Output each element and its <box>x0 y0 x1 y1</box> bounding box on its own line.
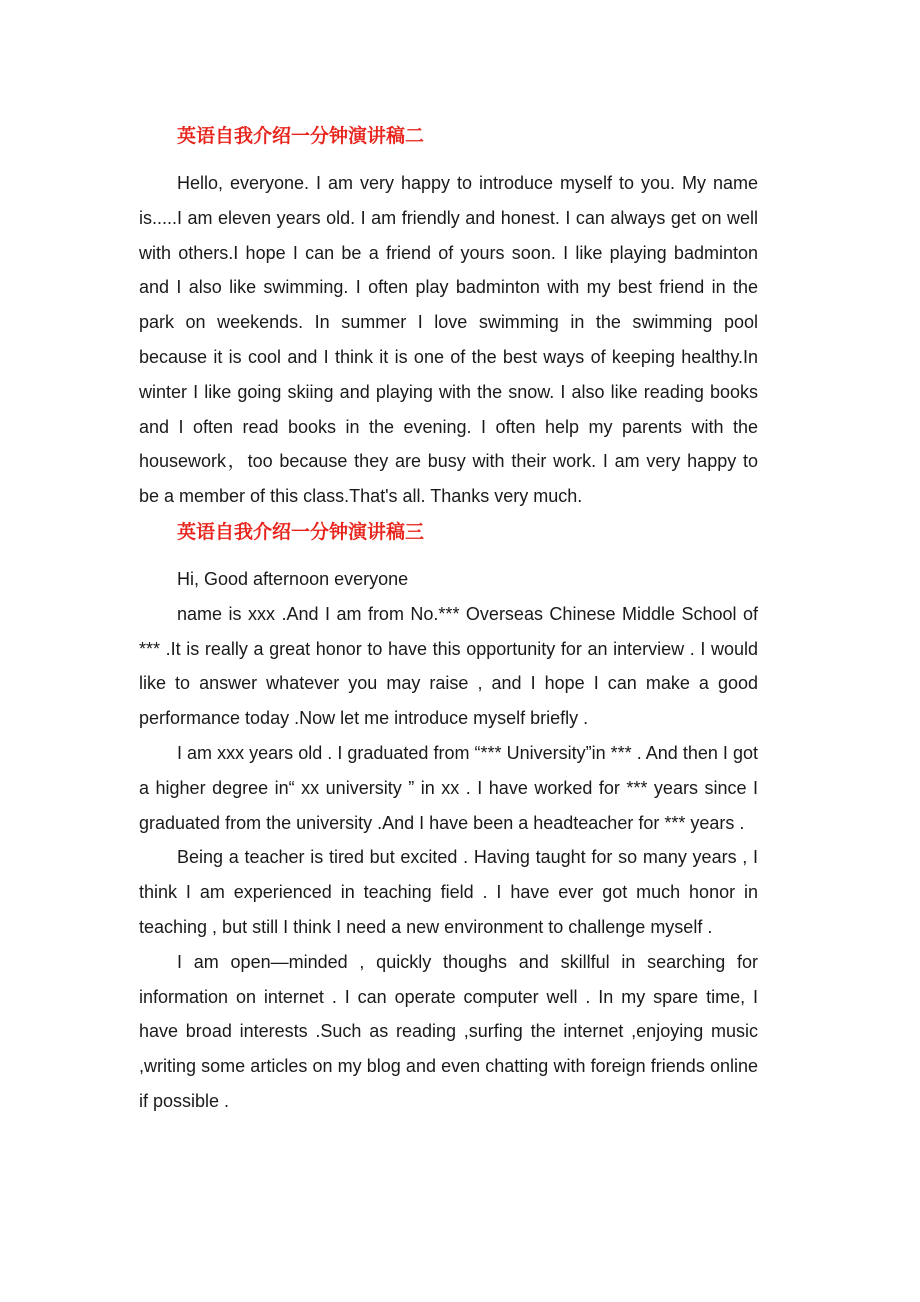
body-paragraph: I am open—minded , quickly thoughs and skillful in searching for information on internet . I can operate computer well . In my spare time, I have broad interests .Such as reading ,surfing the internet ,enjoying music ,writing some articles on my blog and even chatting with foreign friends online if possible . <box>139 951 758 1111</box>
section-heading: 英语自我介绍一分钟演讲稿二 <box>177 125 425 147</box>
body-paragraph: Hi, Good afternoon everyone <box>177 568 409 589</box>
section-speech-three <box>139 514 758 1119</box>
section-heading: 英语自我介绍一分钟演讲稿三 <box>177 520 425 543</box>
body-paragraph: name is xxx .And I am from No.*** Overseas Chinese Middle School of *** .It is really a great honor to have this opportunity for an interview . I would like to answer whatever you may raise , and I hope I can make a good performance today .Now let me introduce myself briefly . <box>139 603 758 729</box>
body-paragraph: Hello, everyone. I am very happy to introduce myself to you. My name is.....I am eleven years old. I am friendly and honest. I can always get on well with others.I hope I can be a friend of yours soon. I like playing badminton and I also like swimming. I often play badminton with my best friend in the park on weekends. In summer I love swimming in the swimming pool because it is cool and I think it is one of the best ways of keeping healthy.In winter I like going skiing and playing with the snow. I also like reading books and I often read books in the evening. I often help my parents with the housework，too because they are busy with their work. I am very happy to be a member of this class.That's all. Thanks very much. <box>139 173 758 507</box>
body-paragraph: I am xxx years old . I graduated from “*** University”in *** . And then I got a higher degree in“ xx university ” in xx . I have worked for *** years since I graduated from the university .And I have been a headteacher for *** years . <box>139 742 758 833</box>
body-paragraph: Being a teacher is tired but excited . Having taught for so many years , I think I am experienced in teaching field . I have ever got much honor in teaching , but still I think I need a new environment to challenge myself . <box>139 847 758 937</box>
document-page <box>139 118 758 1119</box>
section-speech-two <box>139 118 758 514</box>
